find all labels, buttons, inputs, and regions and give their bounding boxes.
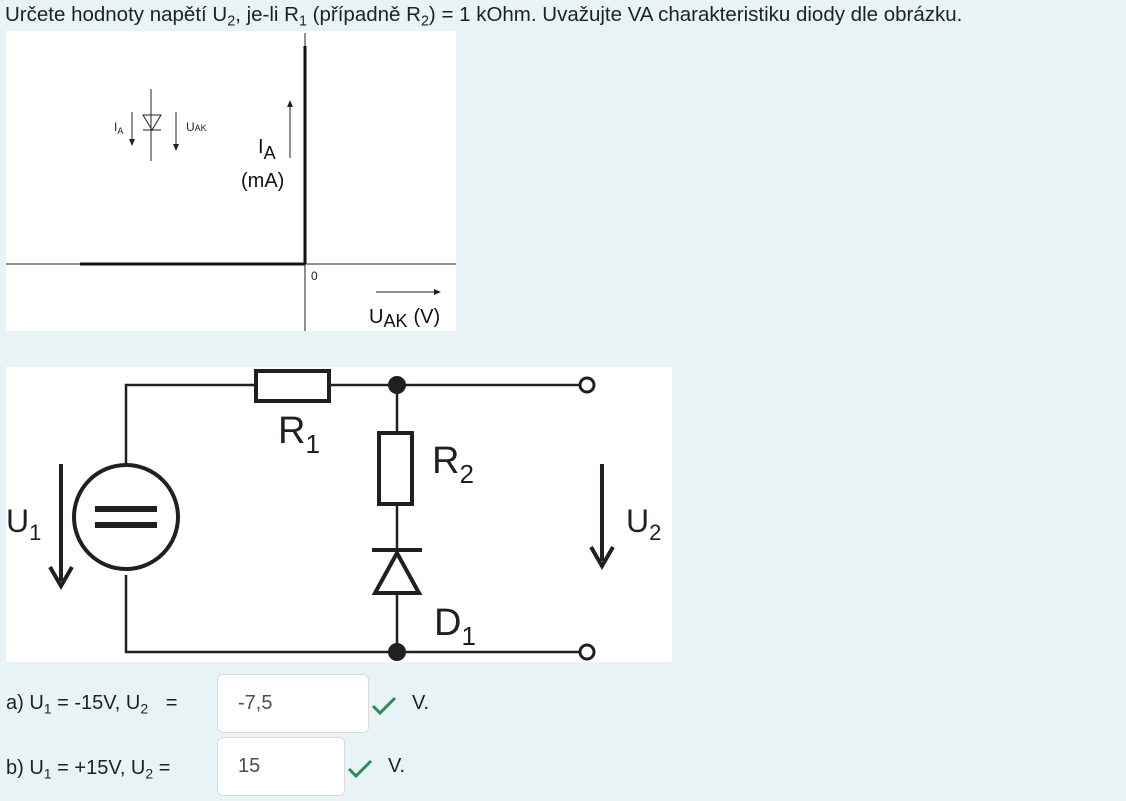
axis-y-unit: (mA) xyxy=(241,170,285,192)
answer-a-prompt: a) $U_1 = -15V$, $U_2$ = xyxy=(6,692,178,717)
output-terminal-top xyxy=(580,378,594,392)
diode-d1-icon xyxy=(372,550,422,593)
small-diode-icon xyxy=(143,89,161,161)
circuit-diagram xyxy=(6,367,672,662)
answer-b-input[interactable] xyxy=(217,737,345,796)
r2-label: $R_2$ xyxy=(432,440,474,489)
u1-label: $U_1$ xyxy=(6,503,42,545)
u1-arrow-icon xyxy=(50,464,72,586)
axis-x-label: UAK (V) xyxy=(369,306,441,331)
va-characteristic-figure xyxy=(6,31,456,331)
circuit-schematic xyxy=(6,367,672,662)
va-characteristic-graph xyxy=(6,31,456,331)
ia-axis-arrow-icon xyxy=(287,100,293,158)
junction-bottom-dot xyxy=(388,643,406,661)
output-terminal-bottom xyxy=(580,645,594,659)
uak-axis-arrow-icon xyxy=(376,289,441,295)
axis-y-label: IA xyxy=(258,136,276,163)
ia-small-arrow-icon xyxy=(129,112,135,146)
origin-label: 0 xyxy=(311,269,318,283)
r1-label: $R_1$ xyxy=(278,410,320,459)
resistor-r1-icon xyxy=(256,371,329,401)
check-icon xyxy=(346,758,374,780)
small-ia-label: $I_A$ xyxy=(114,120,124,136)
d1-label: $D_1$ xyxy=(434,602,476,651)
question-text: Určete hodnoty napětí $U_2$, je-li $R_1$ (případně $R_2) = 1$ kOhm. Uvažujte VA charakteristiku diody dle obrázku. xyxy=(5,3,963,30)
answer-b-unit: V. xyxy=(388,755,406,777)
circuit-wires xyxy=(126,385,580,652)
answer-a-input[interactable] xyxy=(217,674,369,733)
check-icon xyxy=(370,695,398,717)
junction-top-dot xyxy=(388,376,406,394)
small-uak-label: UAK xyxy=(186,120,207,134)
uak-small-arrow-icon xyxy=(173,112,179,151)
u2-arrow-icon xyxy=(591,464,613,566)
voltage-source-icon xyxy=(74,465,178,569)
resistor-r2-icon xyxy=(379,433,412,504)
u2-label: $U_2$ xyxy=(626,503,662,545)
answer-a-unit: V. xyxy=(412,692,430,714)
answer-b-prompt: b) $U_1 = +15V$, $U_2$ = xyxy=(6,757,171,782)
